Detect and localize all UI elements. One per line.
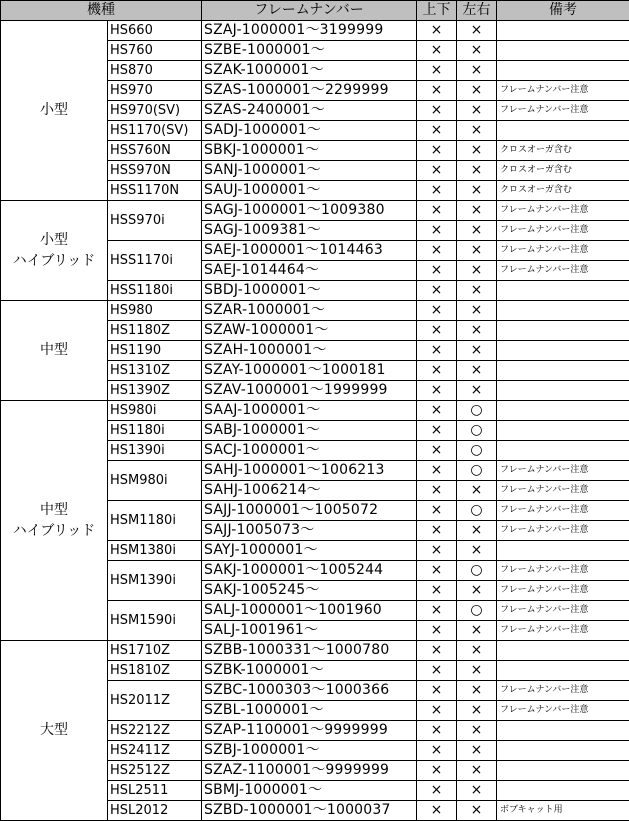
frame-number: SABJ-1000001～ [202,421,417,441]
frame-number: SZAV-1000001～1999999 [202,381,417,401]
updown-mark: × [417,41,457,61]
frame-number: SBMJ-1000001～ [202,781,417,801]
leftright-mark: × [457,101,497,121]
remarks-note [497,341,629,361]
remarks-note: クロスオーガ含む [497,141,629,161]
frame-number: SAHJ-1000001～1006213 [202,461,417,481]
model-name: HS760 [108,41,202,61]
table-row [1,21,629,41]
remarks-note [497,381,629,401]
leftright-mark: × [457,801,497,821]
model-name: HSS760N [108,141,202,161]
remarks-note [497,361,629,381]
remarks-note: フレームナンバー注意 [497,221,629,241]
frame-number: SZAS-2400001～ [202,101,417,121]
leftright-mark: × [457,721,497,741]
remarks-note [497,421,629,441]
model-name: HSS1170N [108,181,202,201]
remarks-note [497,21,629,41]
updown-mark: × [417,241,457,261]
leftright-mark: × [457,241,497,261]
frame-number: SZAY-1000001～1000181 [202,361,417,381]
updown-mark: × [417,441,457,461]
model-name: HSS1170i [108,241,202,281]
frame-number: SANJ-1000001～ [202,161,417,181]
model-name: HSM1180i [108,501,202,541]
frame-number: SALJ-1000001～1001960 [202,601,417,621]
model-name: HSM1590i [108,601,202,641]
model-name: HS1390i [108,441,202,461]
updown-mark: × [417,81,457,101]
updown-mark: × [417,721,457,741]
table-row [1,201,629,221]
updown-mark: × [417,341,457,361]
updown-mark: × [417,481,457,501]
model-name: HS1180i [108,421,202,441]
updown-mark: × [417,361,457,381]
updown-mark: × [417,801,457,821]
updown-mark: × [417,781,457,801]
frame-number: SADJ-1000001～ [202,121,417,141]
model-name: HSM980i [108,461,202,501]
frame-number: SAEJ-1000001～1014463 [202,241,417,261]
leftright-mark: × [457,701,497,721]
leftright-mark: ○ [457,561,497,581]
updown-mark: × [417,621,457,641]
frame-number: SAAJ-1000001～ [202,401,417,421]
leftright-mark: × [457,341,497,361]
leftright-mark: ○ [457,461,497,481]
remarks-note: フレームナンバー注意 [497,701,629,721]
frame-number: SZAW-1000001～ [202,321,417,341]
remarks-note: ボブキャット用 [497,801,629,821]
header-frame-number: フレームナンバー [202,1,417,21]
updown-mark: × [417,421,457,441]
remarks-note: クロスオーガ含む [497,161,629,181]
remarks-note: フレームナンバー注意 [497,501,629,521]
frame-number: SZAS-1000001～2299999 [202,81,417,101]
updown-mark: × [417,601,457,621]
updown-mark: × [417,101,457,121]
header-updown: 上下 [417,1,457,21]
frame-number: SZAK-1000001～ [202,61,417,81]
category-label: 小型 [40,102,68,118]
table-row [1,401,629,421]
frame-number: SBKJ-1000001～ [202,141,417,161]
updown-mark: × [417,161,457,181]
leftright-mark: × [457,641,497,661]
leftright-mark: ○ [457,601,497,621]
remarks-note: フレームナンバー注意 [497,681,629,701]
updown-mark: × [417,381,457,401]
model-name: HS2212Z [108,721,202,741]
remarks-note [497,401,629,421]
remarks-note [497,281,629,301]
updown-mark: × [417,641,457,661]
updown-mark: × [417,461,457,481]
frame-number: SZBB-1000331～1000780 [202,641,417,661]
category-label: 中型 ハイブリッド [12,501,96,539]
frame-number: SAYJ-1000001～ [202,541,417,561]
frame-number: SZAP-1100001～9999999 [202,721,417,741]
remarks-note [497,761,629,781]
frame-number: SZBK-1000001～ [202,661,417,681]
leftright-mark: × [457,81,497,101]
updown-mark: × [417,261,457,281]
leftright-mark: × [457,141,497,161]
remarks-note: フレームナンバー注意 [497,581,629,601]
remarks-note: フレームナンバー注意 [497,261,629,281]
updown-mark: × [417,281,457,301]
model-name: HSS970N [108,161,202,181]
category-label: 小型 ハイブリッド [12,231,96,269]
model-name: HS1170(SV) [108,121,202,141]
remarks-note: クロスオーガ含む [497,181,629,201]
frame-number: SAJJ-1000001～1005072 [202,501,417,521]
leftright-mark: × [457,121,497,141]
remarks-note [497,741,629,761]
model-name: HS1180Z [108,321,202,341]
category-cell [1,401,108,641]
frame-number: SAKJ-1005245～ [202,581,417,601]
updown-mark: × [417,401,457,421]
model-name: HSL2012 [108,801,202,821]
remarks-note: フレームナンバー注意 [497,621,629,641]
remarks-note [497,41,629,61]
remarks-note [497,321,629,341]
leftright-mark: × [457,521,497,541]
updown-mark: × [417,201,457,221]
frame-number: SAHJ-1006214～ [202,481,417,501]
updown-mark: × [417,581,457,601]
model-name: HS1810Z [108,661,202,681]
leftright-mark: × [457,21,497,41]
table-body [1,21,629,821]
frame-number: SACJ-1000001～ [202,441,417,461]
updown-mark: × [417,301,457,321]
table-row [1,301,629,321]
leftright-mark: × [457,481,497,501]
frame-number: SAGJ-1009381～ [202,221,417,241]
remarks-note [497,661,629,681]
leftright-mark: × [457,661,497,681]
remarks-note [497,781,629,801]
leftright-mark: × [457,541,497,561]
model-name: HSS1180i [108,281,202,301]
leftright-mark: ○ [457,501,497,521]
updown-mark: × [417,681,457,701]
model-name: HS980i [108,401,202,421]
leftright-mark: × [457,181,497,201]
remarks-note: フレームナンバー注意 [497,81,629,101]
category-cell [1,641,108,821]
remarks-note: フレームナンバー注意 [497,521,629,541]
frame-number: SALJ-1001961～ [202,621,417,641]
leftright-mark: × [457,261,497,281]
frame-number: SAEJ-1014464～ [202,261,417,281]
model-name: HS2011Z [108,681,202,721]
remarks-note [497,121,629,141]
frame-number: SZAZ-1100001～9999999 [202,761,417,781]
updown-mark: × [417,501,457,521]
remarks-note [497,541,629,561]
frame-number: SZAH-1000001～ [202,341,417,361]
remarks-note [497,641,629,661]
updown-mark: × [417,661,457,681]
updown-mark: × [417,61,457,81]
frame-number: SAUJ-1000001～ [202,181,417,201]
leftright-mark: × [457,581,497,601]
frame-number: SZBL-1000001～ [202,701,417,721]
updown-mark: × [417,141,457,161]
model-name: HSS970i [108,201,202,241]
category-cell [1,201,108,301]
updown-mark: × [417,221,457,241]
leftright-mark: × [457,281,497,301]
leftright-mark: × [457,321,497,341]
leftright-mark: × [457,201,497,221]
leftright-mark: × [457,781,497,801]
remarks-note: フレームナンバー注意 [497,601,629,621]
model-name: HSM1390i [108,561,202,601]
model-name: HS1390Z [108,381,202,401]
remarks-note [497,301,629,321]
frame-number: SZAR-1000001～ [202,301,417,321]
updown-mark: × [417,701,457,721]
model-name: HS980 [108,301,202,321]
frame-number: SZBD-1000001～1000037 [202,801,417,821]
frame-number: SZBJ-1000001～ [202,741,417,761]
remarks-note: フレームナンバー注意 [497,241,629,261]
leftright-mark: × [457,161,497,181]
leftright-mark: × [457,41,497,61]
frame-number: SAJJ-1005073～ [202,521,417,541]
leftright-mark: × [457,741,497,761]
table-row [1,641,629,661]
remarks-note [497,61,629,81]
updown-mark: × [417,321,457,341]
frame-number: SZBC-1000303～1000366 [202,681,417,701]
leftright-mark: × [457,621,497,641]
model-name: HS970 [108,81,202,101]
frame-number: SAGJ-1000001～1009380 [202,201,417,221]
remarks-note: フレームナンバー注意 [497,461,629,481]
remarks-note: フレームナンバー注意 [497,561,629,581]
model-name: HS870 [108,61,202,81]
updown-mark: × [417,541,457,561]
leftright-mark: × [457,301,497,321]
model-name: HS2411Z [108,741,202,761]
category-cell [1,301,108,401]
leftright-mark: × [457,681,497,701]
header-row [1,1,629,21]
leftright-mark: × [457,221,497,241]
model-name: HS2512Z [108,761,202,781]
remarks-note [497,721,629,741]
frame-number: SBDJ-1000001～ [202,281,417,301]
leftright-mark: × [457,381,497,401]
header-model: 機種 [1,1,202,21]
remarks-note: フレームナンバー注意 [497,201,629,221]
updown-mark: × [417,121,457,141]
updown-mark: × [417,561,457,581]
header-remarks: 備考 [497,1,629,21]
frame-number: SZAJ-1000001～3199999 [202,21,417,41]
updown-mark: × [417,21,457,41]
category-label: 中型 [40,342,68,358]
leftright-mark: × [457,761,497,781]
leftright-mark: ○ [457,401,497,421]
remarks-note [497,441,629,461]
model-name: HS970(SV) [108,101,202,121]
leftright-mark: × [457,361,497,381]
model-name: HS1190 [108,341,202,361]
updown-mark: × [417,761,457,781]
model-name: HS1310Z [108,361,202,381]
model-name: HS660 [108,21,202,41]
updown-mark: × [417,521,457,541]
header-leftright: 左右 [457,1,497,21]
model-name: HS1710Z [108,641,202,661]
model-name: HSL2511 [108,781,202,801]
leftright-mark: × [457,61,497,81]
category-label: 大型 [40,722,68,738]
leftright-mark: ○ [457,441,497,461]
remarks-note: フレームナンバー注意 [497,101,629,121]
updown-mark: × [417,741,457,761]
frame-number: SAKJ-1000001～1005244 [202,561,417,581]
leftright-mark: ○ [457,421,497,441]
updown-mark: × [417,181,457,201]
category-cell [1,21,108,201]
frame-number: SZBE-1000001～ [202,41,417,61]
remarks-note: フレームナンバー注意 [497,481,629,501]
model-name: HSM1380i [108,541,202,561]
